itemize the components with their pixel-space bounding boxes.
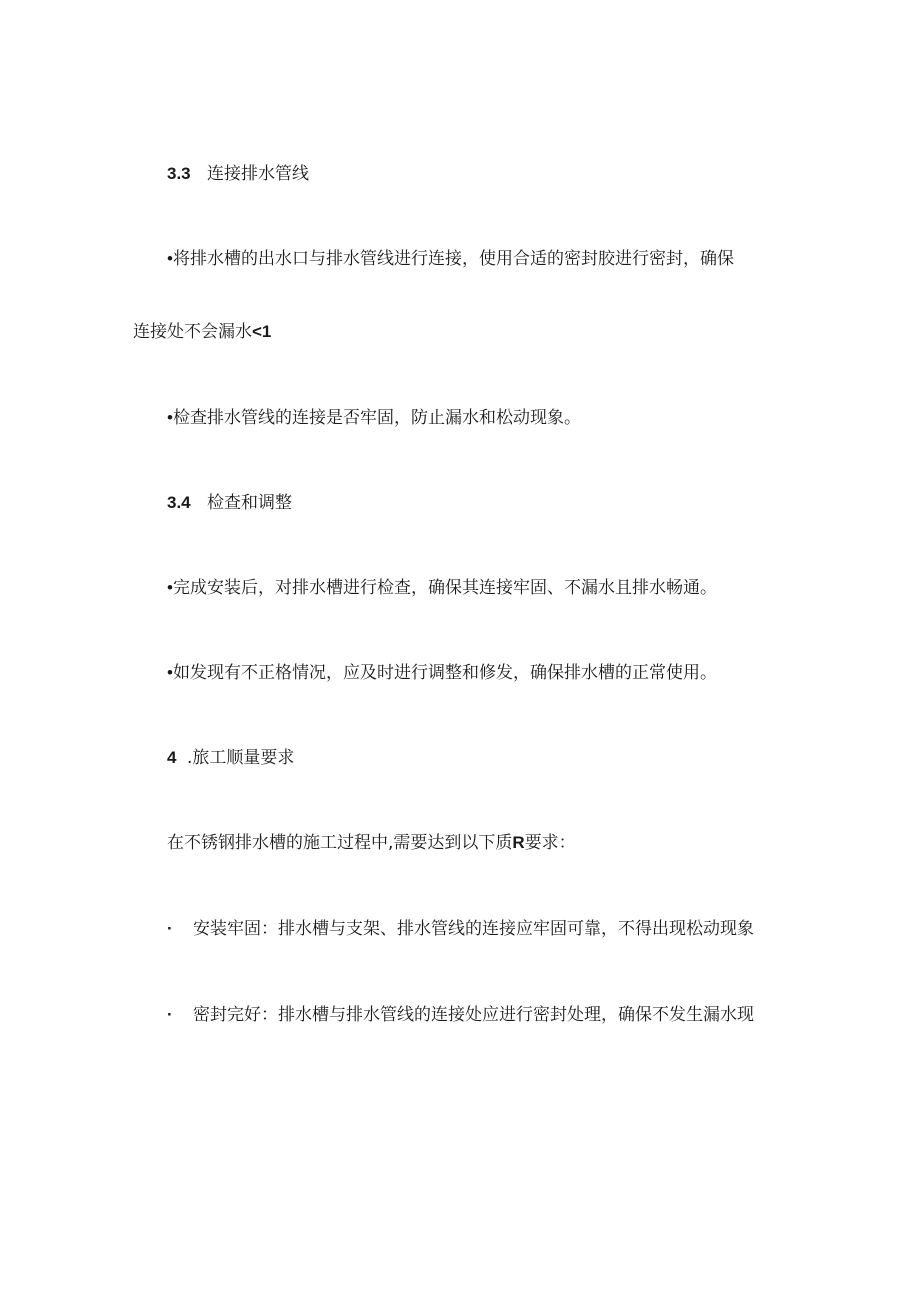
list-item-text: 安装牢固：排水槽与支架、排水管线的连接应牢固可靠，不得出现松动现象 <box>193 919 754 939</box>
paragraph-text: 连接处不会漏水 <box>133 322 252 342</box>
paragraph-text-symbol: R <box>512 833 525 852</box>
section-heading-3-4 <box>167 491 292 515</box>
section-number: 4 <box>167 748 177 767</box>
paragraph-bullet <box>167 576 717 600</box>
section-heading-3-3 <box>167 162 309 186</box>
paragraph-text: 在不锈钢排水槽的施工过程中,需要达到以下质 <box>167 833 513 853</box>
list-item-text: 密封完好：排水槽与排水管线的连接处应进行密封处理，确保不发生漏水现 <box>193 1005 754 1025</box>
paragraph-text: 将排水槽的出水口与排水管线进行连接，使用合适的密封胶进行密封，确保 <box>172 249 734 269</box>
bullet-marker: • <box>167 408 173 427</box>
bullet-marker: · <box>167 1005 173 1024</box>
paragraph-text-symbol: <1 <box>252 322 272 341</box>
list-item <box>167 917 754 941</box>
bullet-marker: · <box>167 919 173 938</box>
paragraph-intro <box>167 831 576 855</box>
bullet-marker: • <box>167 663 173 682</box>
paragraph-continuation <box>133 320 271 344</box>
bullet-marker: • <box>167 249 173 268</box>
section-title: .旅工顺量要求 <box>187 748 295 768</box>
paragraph-bullet <box>167 406 581 430</box>
paragraph-bullet <box>167 247 734 271</box>
section-number: 3.3 <box>167 164 191 183</box>
section-heading-4 <box>167 746 294 770</box>
list-item <box>167 1003 754 1027</box>
paragraph-text: 要求： <box>524 833 576 853</box>
paragraph-text: 检查排水管线的连接是否牢固，防止漏水和松动现象。 <box>172 408 581 428</box>
section-title: 检查和调整 <box>207 493 292 513</box>
paragraph-bullet <box>167 661 717 685</box>
section-number: 3.4 <box>167 493 191 512</box>
paragraph-text: 如发现有不正格情况，应及时进行调整和修发，确保排水槽的正常使用。 <box>172 663 717 683</box>
bullet-marker: • <box>167 578 173 597</box>
paragraph-text: 完成安装后，对排水槽进行检查，确保其连接牢固、不漏水且排水畅通。 <box>172 578 717 598</box>
section-title: 连接排水管线 <box>207 164 309 184</box>
